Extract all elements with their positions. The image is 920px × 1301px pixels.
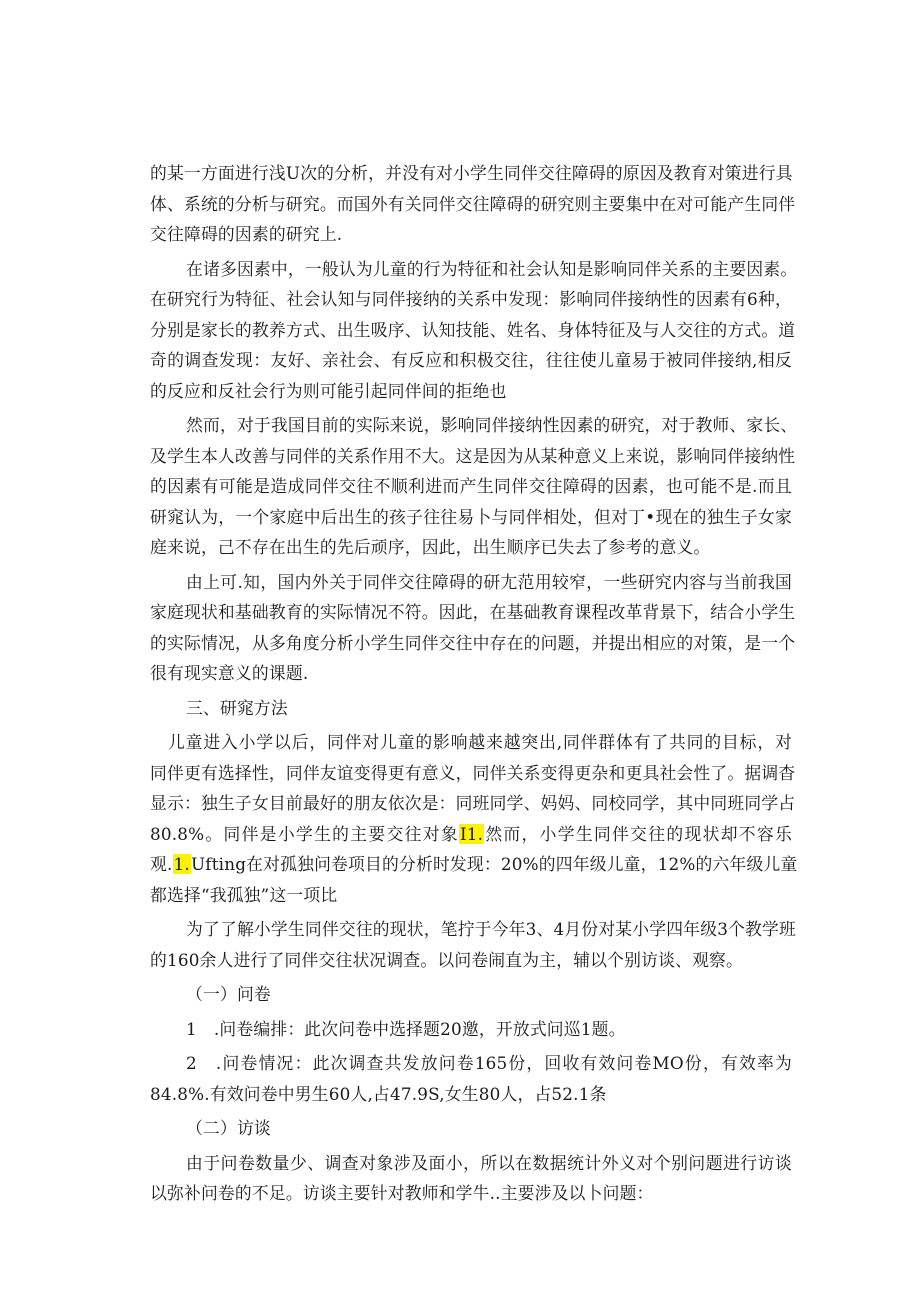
paragraph-1 [150,158,796,250]
paragraph-4 [150,567,796,689]
text-line: 为了了解小学生同伴交往的现状，笔拧于今年3、4月份对某小学四年级3个教学班 [186,919,796,939]
text-line: 分别是家长的教养方式、出生吸序、认知技能、姓名、身体特征及与人交往的方式。道 [150,319,796,340]
highlighted-citation: I1. [459,823,484,844]
text-segment: 观. [150,854,173,874]
list-item: 1 .问卷编排：此次问卷中选择题20邀，开放式问巡1题。 [186,1018,626,1039]
text-line: 以弥补问卷的不足。访谈主要针对教师和学牛..主要涉及以卜问题： [150,1183,654,1203]
text-line: 研窕认为，一个家庭中后出生的孩子往往易卜与同伴相处，但对丁•现在的独生子女家 [150,506,792,527]
text-line: 家庭现状和基础教育的实际情况不符。因此，在基础教育课程改革背景下，结合小学生 [150,602,796,622]
text-segment: 然而，小学生同伴交往的现状却不容乐 [484,823,792,844]
text-line: 庭来说，己不存在出生的先后顽序，因此，出生顺序已失去了参考的意义。 [150,537,711,557]
subheading-interview: （二）访谈 [186,1118,271,1138]
text-line: 儿童进入小学以后，同伴对儿童的影响越来越突出,同伴群体有了共同的目标，对 [168,732,792,752]
text-line: 在研究行为特征、社会认知与同伴接纳的关系中发现：影响同伴接纳性的因素有6种， [150,289,792,309]
text-line: 由于问卷数量少、调查对象涉及面小，所以在数据统计外义对个别问题进行访谈 [186,1152,792,1173]
highlighted-citation: 1. [173,854,190,874]
text-line: 很有现实意义的课题. [150,663,309,683]
text-line: 84.8%.有效问卷中男生60人,占47.9S,女生80人，占52.1条 [150,1083,607,1104]
section-heading-3: 三、研窕方法 [186,697,288,718]
text-line: 的实际情况，从多角度分析小学生同伴交往中存在的问题，并提出相应的对策，是一个 [150,632,796,653]
text-segment: 80.8%。同伴是小学生的主要交往对象 [150,823,459,844]
text-line: 的反应和反社会行为则可能引起同伴间的拒绝也 [150,380,507,401]
paragraph-5 [150,727,798,910]
text-line: 交往障碍的因素的研究上. [150,224,343,244]
text-line: 2 .问卷情况：此次调查共发放问卷165份，回收有效问卷MO份，有效率为 [186,1053,792,1073]
paragraph-3 [150,410,798,563]
list-item [150,1048,792,1109]
text-line: 及学生本人改善与同伴的关系作用不大。这是因为从某种意义上来说，影响同伴接纳性 [150,445,796,466]
text-line: 同伴更有选择性，同伴友谊变得更有意义，同伴关系变得更杂和更具社会性了。据调杳 [150,762,796,783]
text-line: 都选择“我孤独”这一项比 [150,884,338,905]
text-line: 的因素有可能是造成同伴交往不顺利进而产生同伴交往障碍的因素，也可能不是.而且 [150,476,792,496]
text-line: 然而，对于我国目前的实际来说，影响同伴接纳性因素的研究，对于教师、家长、 [186,415,798,435]
paragraph-6 [150,914,796,975]
text-line [150,819,792,850]
text-segment: Ufting在对孤独问卷项目的分析时发现：20%的四年级儿童，12%的六年级儿童 [190,854,798,874]
text-line: 显示：独生子女目前最好的朋友依次是：同班同学、妈妈、同校同学，其中同班同学占 [150,793,796,813]
text-line: 由上可.知，国内外关于同伴交往障碍的研尢范用较窄，一些研究内容与当前我国 [186,571,792,592]
text-line: 的160余人进行了同伴交往状况调查。以问卷闹直为主，辅以个别访谈、观察。 [150,949,744,970]
text-line: 体、系统的分析与研究。而国外有关同伴交往障碍的研究则主要集中在对可能产生同伴 [150,193,796,214]
subheading-questionnaire: （一）问卷 [186,984,271,1004]
text-line [150,849,798,880]
document-body [150,158,798,1209]
paragraph-2 [150,254,798,407]
text-line: 的某一方面进行浅U次的分析，并没有对小学生同伴交往障碍的原因及教育对策进行具 [150,163,793,183]
paragraph-7 [150,1148,792,1209]
text-line: 奇的调查发现：友好、亲社会、有反应和积极交往，往往使儿童易于被同伴接纳,相反 [150,350,792,370]
text-line: 在诸多因素中，一般认为儿童的行为特征和社会认知是影响同伴关系的主要因素。 [186,258,798,279]
